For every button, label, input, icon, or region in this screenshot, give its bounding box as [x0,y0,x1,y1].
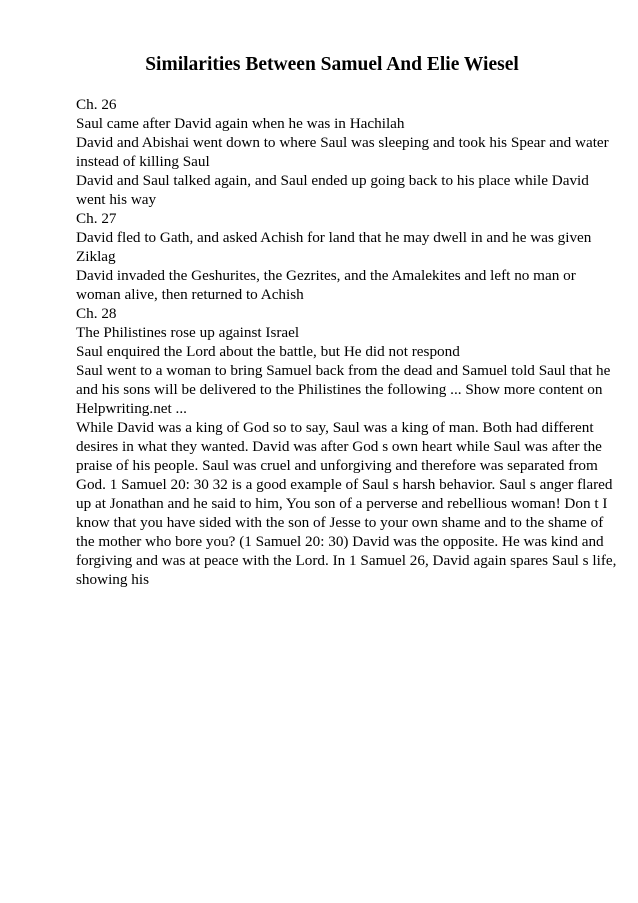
text-line: up at Jonathan and he said to him, You son of a perverse and rebellious woman! Don t I [76,495,608,512]
chapter-heading: Ch. 28 [76,305,117,322]
text-line: forgiving and was at peace with the Lord. In 1 Samuel 26, David again spares Saul s life, [76,552,617,569]
text-line: David fled to Gath, and asked Achish for land that he may dwell in and he was given [76,229,592,246]
chapter-heading: Ch. 26 [76,96,117,113]
text-line: desires in what they wanted. David was after God s own heart while Saul was after the [76,438,602,455]
document-title: Similarities Between Samuel And Elie Wiesel [145,54,519,75]
document-body [76,95,617,589]
text-line: Saul went to a woman to bring Samuel back from the dead and Samuel told Saul that he [76,362,611,379]
text-line: God. 1 Samuel 20: 30 32 is a good example of Saul s harsh behavior. Saul s anger flared [76,476,613,493]
text-line: the mother who bore you? (1 Samuel 20: 30) David was the opposite. He was kind and [76,533,604,550]
text-line: woman alive, then returned to Achish [76,286,304,303]
text-line: know that you have sided with the son of Jesse to your own shame and to the shame of [76,514,604,531]
text-line: went his way [76,191,157,208]
text-line: and his sons will be delivered to the Philistines the following ... Show more content on [76,381,603,398]
chapter-heading: Ch. 27 [76,210,117,227]
text-line: David and Abishai went down to where Saul was sleeping and took his Spear and water [76,134,609,151]
text-line: praise of his people. Saul was cruel and unforgiving and therefore was separated from [76,457,598,474]
text-line: showing his [76,571,149,588]
text-line: David invaded the Geshurites, the Gezrites, and the Amalekites and left no man or [76,267,576,284]
text-line: Ziklag [76,248,116,265]
text-line: instead of killing Saul [76,153,210,170]
text-line: Saul enquired the Lord about the battle, but He did not respond [76,343,460,360]
text-line: The Philistines rose up against Israel [76,324,300,341]
text-line: Saul came after David again when he was in Hachilah [76,115,405,132]
text-line: While David was a king of God so to say, Saul was a king of man. Both had different [76,419,594,436]
text-line: David and Saul talked again, and Saul ended up going back to his place while David [76,172,589,189]
text-line: Helpwriting.net ... [76,400,187,417]
